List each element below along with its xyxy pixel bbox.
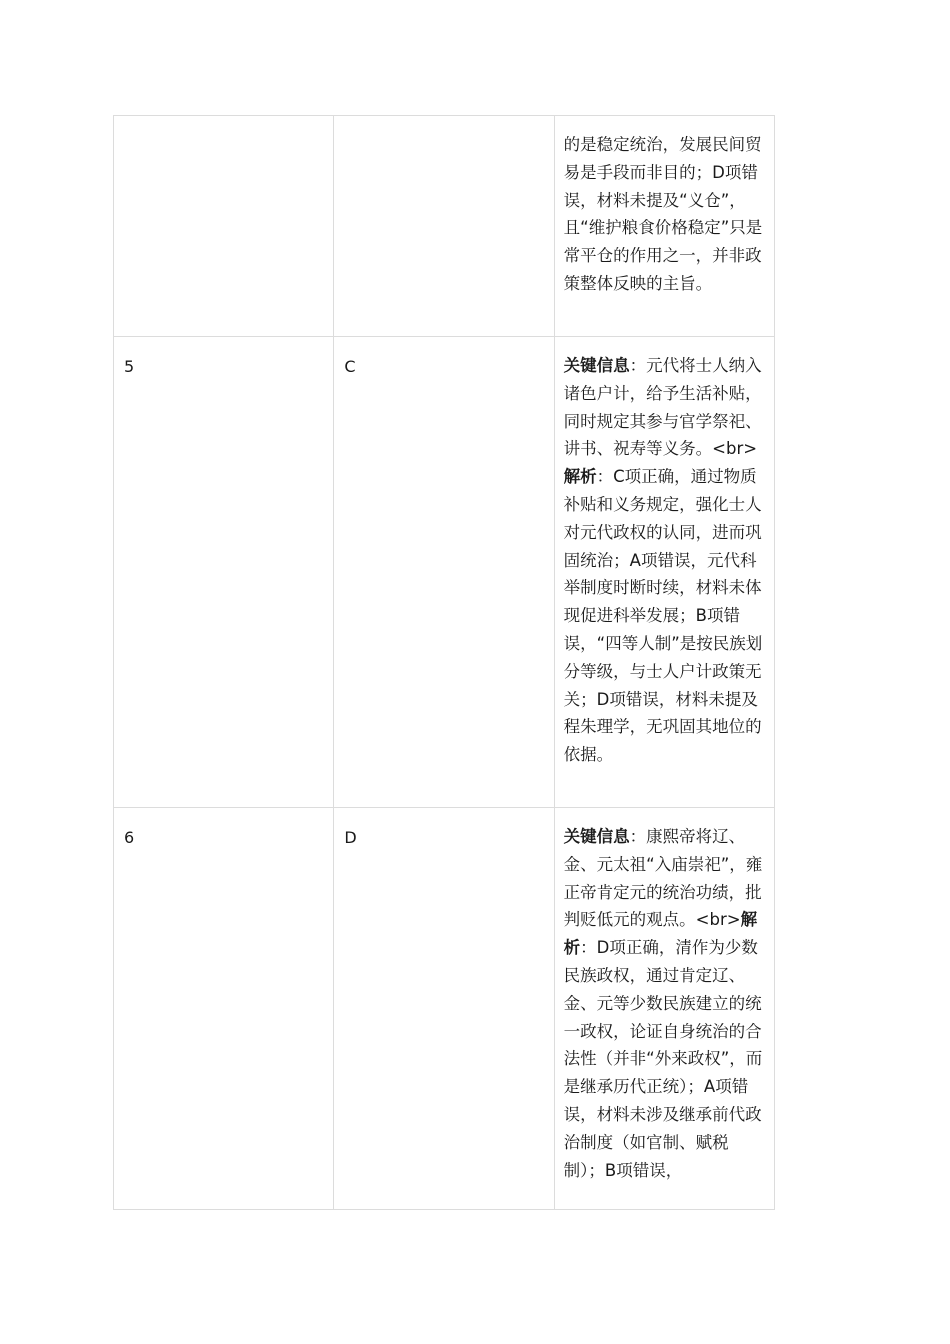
analysis-text: 的是稳定统治，发展民间贸易是手段而非目的；D项错误，材料未提及“义仓”，且“维护粮食价格稳定”只是常平仓的作用之一，并非政策整体反映的主旨。 — [563, 135, 763, 293]
explanation-text — [555, 808, 774, 1193]
question-number-cell — [114, 116, 334, 337]
table-row — [114, 116, 775, 337]
answer-letter: C — [344, 357, 356, 376]
explanation-text — [555, 337, 774, 778]
question-number: 5 — [124, 357, 135, 376]
answer-cell — [334, 116, 554, 337]
question-number — [114, 116, 333, 145]
table-row — [114, 337, 775, 808]
explanation-text — [555, 116, 774, 307]
question-number-cell — [114, 808, 334, 1210]
answer-letter — [334, 116, 553, 145]
key-info-label: 关键信息 — [563, 356, 630, 375]
answer-letter: D — [344, 828, 357, 847]
key-info-text: ：康熙帝将辽、金、元太祖“入庙崇祀”，雍正帝肯定元的统治功绩，批判贬低元的观点。<br> — [563, 827, 763, 930]
analysis-text: ：C项正确，通过物质补贴和义务规定，强化士人对元代政权的认同，进而巩固统治；A项错误，元代科举制度时断时续，材料未体现促进科举发展；B项错误，“四等人制”是按民族划分等级，与士人户计政策无关；D项错误，材料未提及程朱理学，无巩固其地位的依据。 — [563, 467, 763, 765]
explanation-cell — [554, 337, 774, 808]
analysis-label: 解析 — [563, 910, 758, 958]
question-number: 6 — [124, 828, 135, 847]
explanation-cell — [554, 116, 774, 337]
answer-cell — [334, 337, 554, 808]
explanation-cell — [554, 808, 774, 1210]
table-row — [114, 808, 775, 1210]
answer-table — [113, 115, 775, 1210]
answer-cell — [334, 808, 554, 1210]
analysis-label: 解析 — [563, 467, 597, 487]
key-info-label: 关键信息 — [563, 827, 630, 846]
question-number-cell — [114, 337, 334, 808]
key-info-text: ：元代将士人纳入诸色户计，给予生活补贴，同时规定其参与官学祭祀、讲书、祝寿等义务。<br> — [563, 356, 762, 459]
analysis-text: ：D项正确，清作为少数民族政权，通过肯定辽、金、元等少数民族建立的统一政权，论证自身统治的合法性（并非“外来政权”，而是继承历代正统）；A项错误，材料未涉及继承前代政治制度（如官制、赋税制）；B项错误， — [563, 938, 763, 1180]
